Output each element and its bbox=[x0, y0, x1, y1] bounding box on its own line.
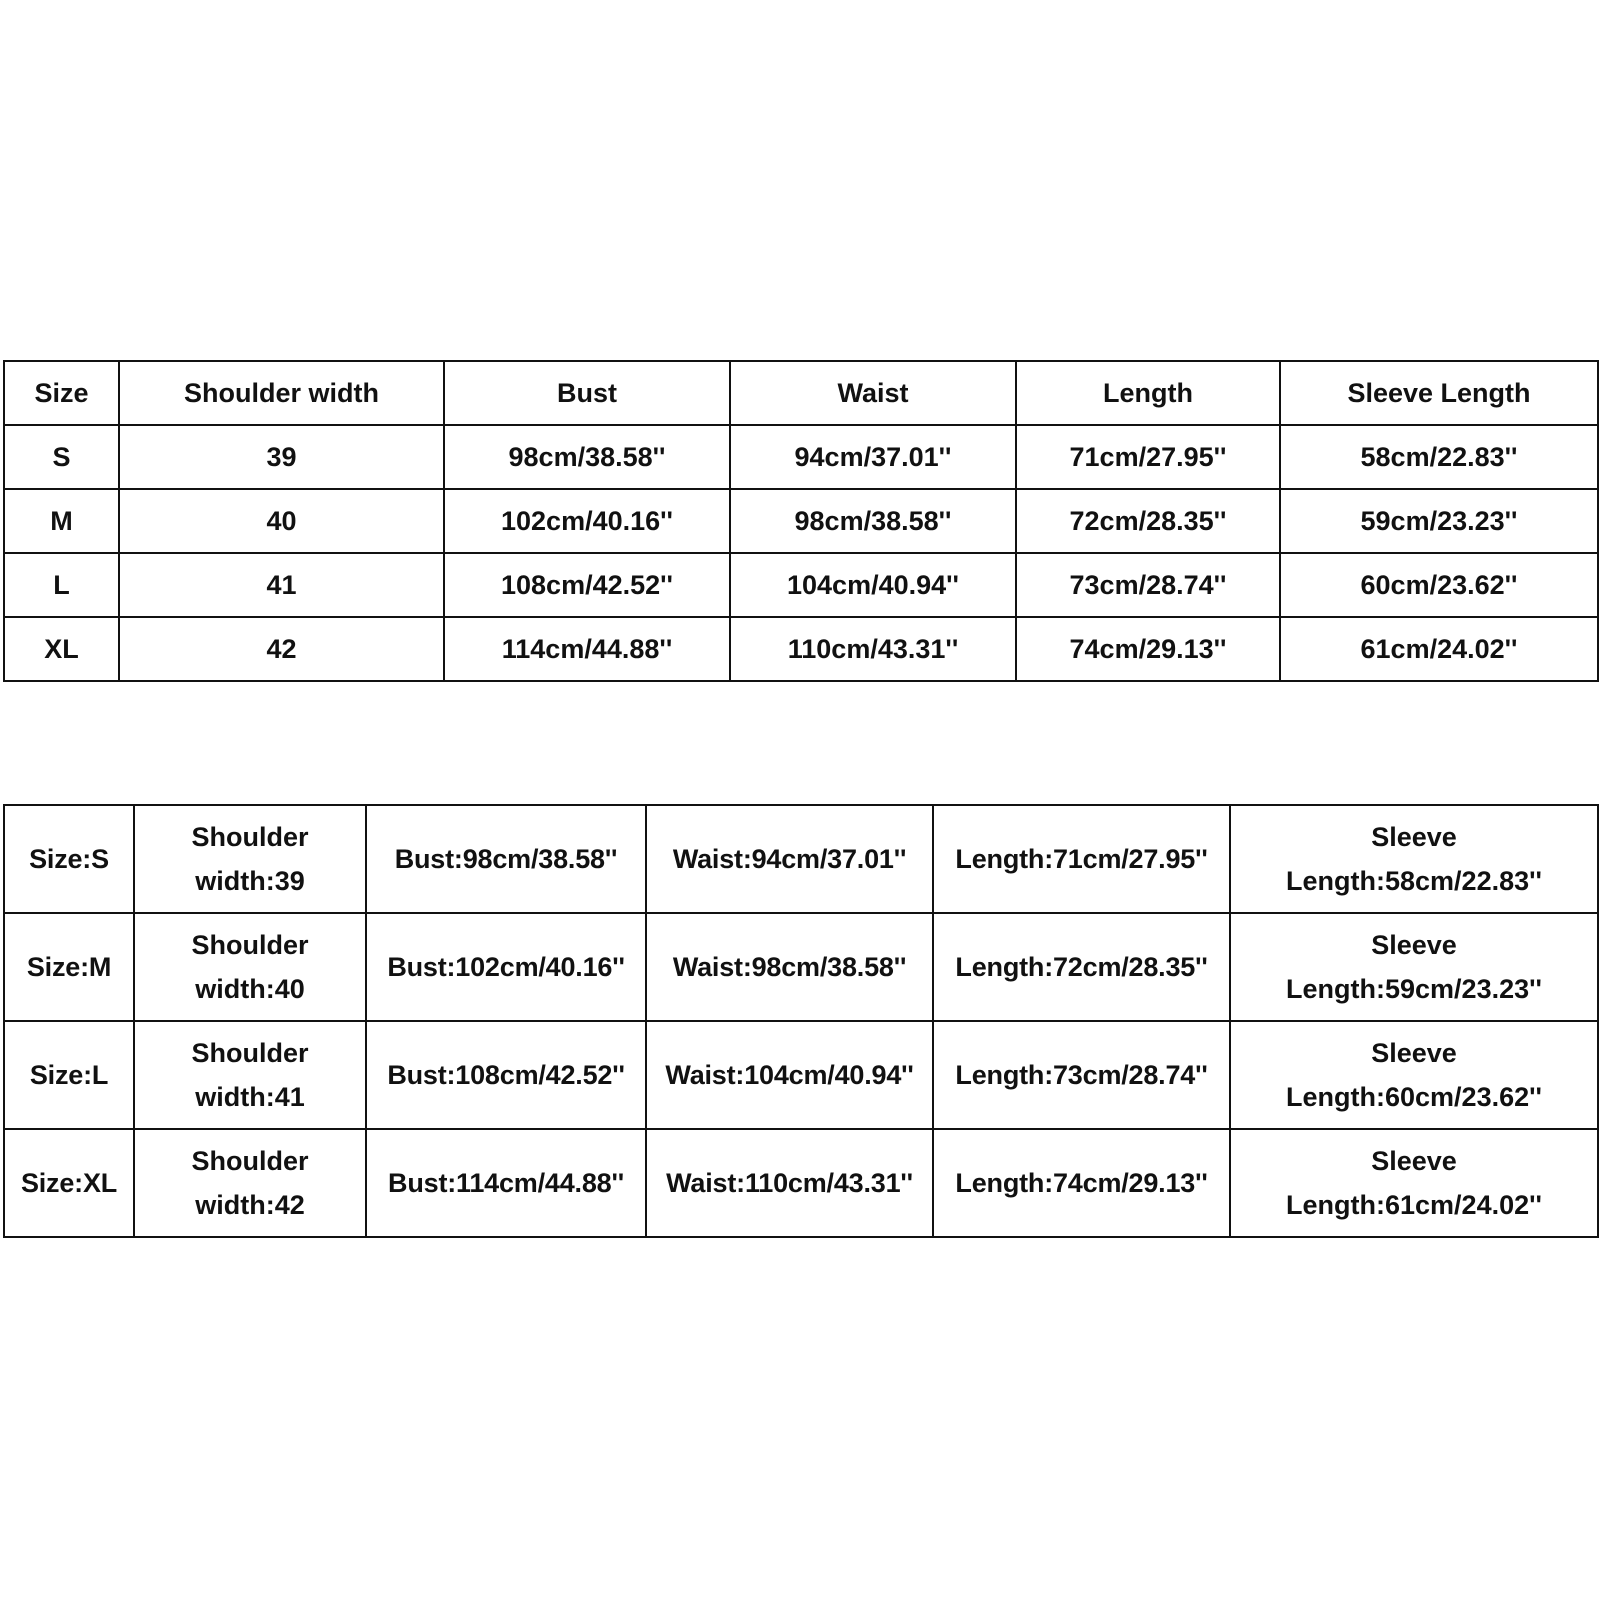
cell-sleeve-length: 58cm/22.83'' bbox=[1280, 425, 1598, 489]
cell-shoulder-line2: width:41 bbox=[195, 1082, 305, 1112]
cell-waist: Waist:98cm/38.58'' bbox=[646, 913, 933, 1021]
cell-shoulder-line2: width:42 bbox=[195, 1190, 305, 1220]
cell-length: Length:74cm/29.13'' bbox=[933, 1129, 1230, 1237]
cell-size: Size:XL bbox=[4, 1129, 134, 1237]
cell-shoulder-line2: width:40 bbox=[195, 974, 305, 1004]
cell-size: L bbox=[4, 553, 119, 617]
cell-sleeve-line2: Length:61cm/24.02'' bbox=[1286, 1190, 1542, 1220]
size-chart-table-bottom bbox=[3, 804, 1599, 1238]
cell-sleeve-length: 59cm/23.23'' bbox=[1280, 489, 1598, 553]
cell-shoulder bbox=[134, 805, 366, 913]
cell-sleeve-length bbox=[1230, 1021, 1598, 1129]
table-row bbox=[4, 805, 1598, 913]
cell-shoulder-line1: Shoulder bbox=[191, 822, 309, 852]
cell-shoulder-line1: Shoulder bbox=[191, 1038, 309, 1068]
cell-shoulder bbox=[134, 1021, 366, 1129]
cell-sleeve-line1: Sleeve bbox=[1371, 822, 1457, 852]
cell-size: Size:L bbox=[4, 1021, 134, 1129]
cell-bust: Bust:98cm/38.58'' bbox=[366, 805, 646, 913]
cell-bust: 114cm/44.88'' bbox=[444, 617, 730, 681]
cell-shoulder-line1: Shoulder bbox=[191, 930, 309, 960]
cell-size: M bbox=[4, 489, 119, 553]
cell-sleeve-length bbox=[1230, 913, 1598, 1021]
cell-bust: 108cm/42.52'' bbox=[444, 553, 730, 617]
cell-shoulder bbox=[134, 913, 366, 1021]
cell-sleeve-line1: Sleeve bbox=[1371, 930, 1457, 960]
cell-bust: 102cm/40.16'' bbox=[444, 489, 730, 553]
table-row bbox=[4, 617, 1598, 681]
cell-bust: 98cm/38.58'' bbox=[444, 425, 730, 489]
table-row bbox=[4, 913, 1598, 1021]
cell-waist: 98cm/38.58'' bbox=[730, 489, 1016, 553]
cell-bust: Bust:102cm/40.16'' bbox=[366, 913, 646, 1021]
cell-waist: 94cm/37.01'' bbox=[730, 425, 1016, 489]
cell-waist: Waist:94cm/37.01'' bbox=[646, 805, 933, 913]
cell-sleeve-length: 61cm/24.02'' bbox=[1280, 617, 1598, 681]
cell-waist: Waist:110cm/43.31'' bbox=[646, 1129, 933, 1237]
size-chart-table-top bbox=[3, 360, 1599, 682]
cell-waist: Waist:104cm/40.94'' bbox=[646, 1021, 933, 1129]
cell-shoulder-line1: Shoulder bbox=[191, 1146, 309, 1176]
cell-length: Length:72cm/28.35'' bbox=[933, 913, 1230, 1021]
cell-sleeve-line1: Sleeve bbox=[1371, 1146, 1457, 1176]
table-header-row bbox=[4, 361, 1598, 425]
cell-sleeve-length: 60cm/23.62'' bbox=[1280, 553, 1598, 617]
table-row bbox=[4, 489, 1598, 553]
cell-size: S bbox=[4, 425, 119, 489]
cell-sleeve-line2: Length:59cm/23.23'' bbox=[1286, 974, 1542, 1004]
header-size: Size bbox=[4, 361, 119, 425]
cell-length: 74cm/29.13'' bbox=[1016, 617, 1280, 681]
cell-shoulder: 39 bbox=[119, 425, 444, 489]
cell-sleeve-length bbox=[1230, 1129, 1598, 1237]
cell-length: Length:73cm/28.74'' bbox=[933, 1021, 1230, 1129]
cell-shoulder: 42 bbox=[119, 617, 444, 681]
header-bust: Bust bbox=[444, 361, 730, 425]
cell-sleeve-line2: Length:58cm/22.83'' bbox=[1286, 866, 1542, 896]
cell-shoulder-line2: width:39 bbox=[195, 866, 305, 896]
cell-sleeve-length bbox=[1230, 805, 1598, 913]
header-length: Length bbox=[1016, 361, 1280, 425]
cell-bust: Bust:108cm/42.52'' bbox=[366, 1021, 646, 1129]
table-row bbox=[4, 1021, 1598, 1129]
cell-length: Length:71cm/27.95'' bbox=[933, 805, 1230, 913]
cell-sleeve-line2: Length:60cm/23.62'' bbox=[1286, 1082, 1542, 1112]
cell-size: XL bbox=[4, 617, 119, 681]
table-row bbox=[4, 425, 1598, 489]
header-waist: Waist bbox=[730, 361, 1016, 425]
cell-sleeve-line1: Sleeve bbox=[1371, 1038, 1457, 1068]
cell-length: 71cm/27.95'' bbox=[1016, 425, 1280, 489]
cell-bust: Bust:114cm/44.88'' bbox=[366, 1129, 646, 1237]
cell-length: 72cm/28.35'' bbox=[1016, 489, 1280, 553]
cell-shoulder bbox=[134, 1129, 366, 1237]
cell-waist: 104cm/40.94'' bbox=[730, 553, 1016, 617]
cell-shoulder: 41 bbox=[119, 553, 444, 617]
cell-size: Size:M bbox=[4, 913, 134, 1021]
cell-shoulder: 40 bbox=[119, 489, 444, 553]
header-sleeve-length: Sleeve Length bbox=[1280, 361, 1598, 425]
table-row bbox=[4, 553, 1598, 617]
cell-size: Size:S bbox=[4, 805, 134, 913]
table-row bbox=[4, 1129, 1598, 1237]
header-shoulder-width: Shoulder width bbox=[119, 361, 444, 425]
cell-waist: 110cm/43.31'' bbox=[730, 617, 1016, 681]
cell-length: 73cm/28.74'' bbox=[1016, 553, 1280, 617]
